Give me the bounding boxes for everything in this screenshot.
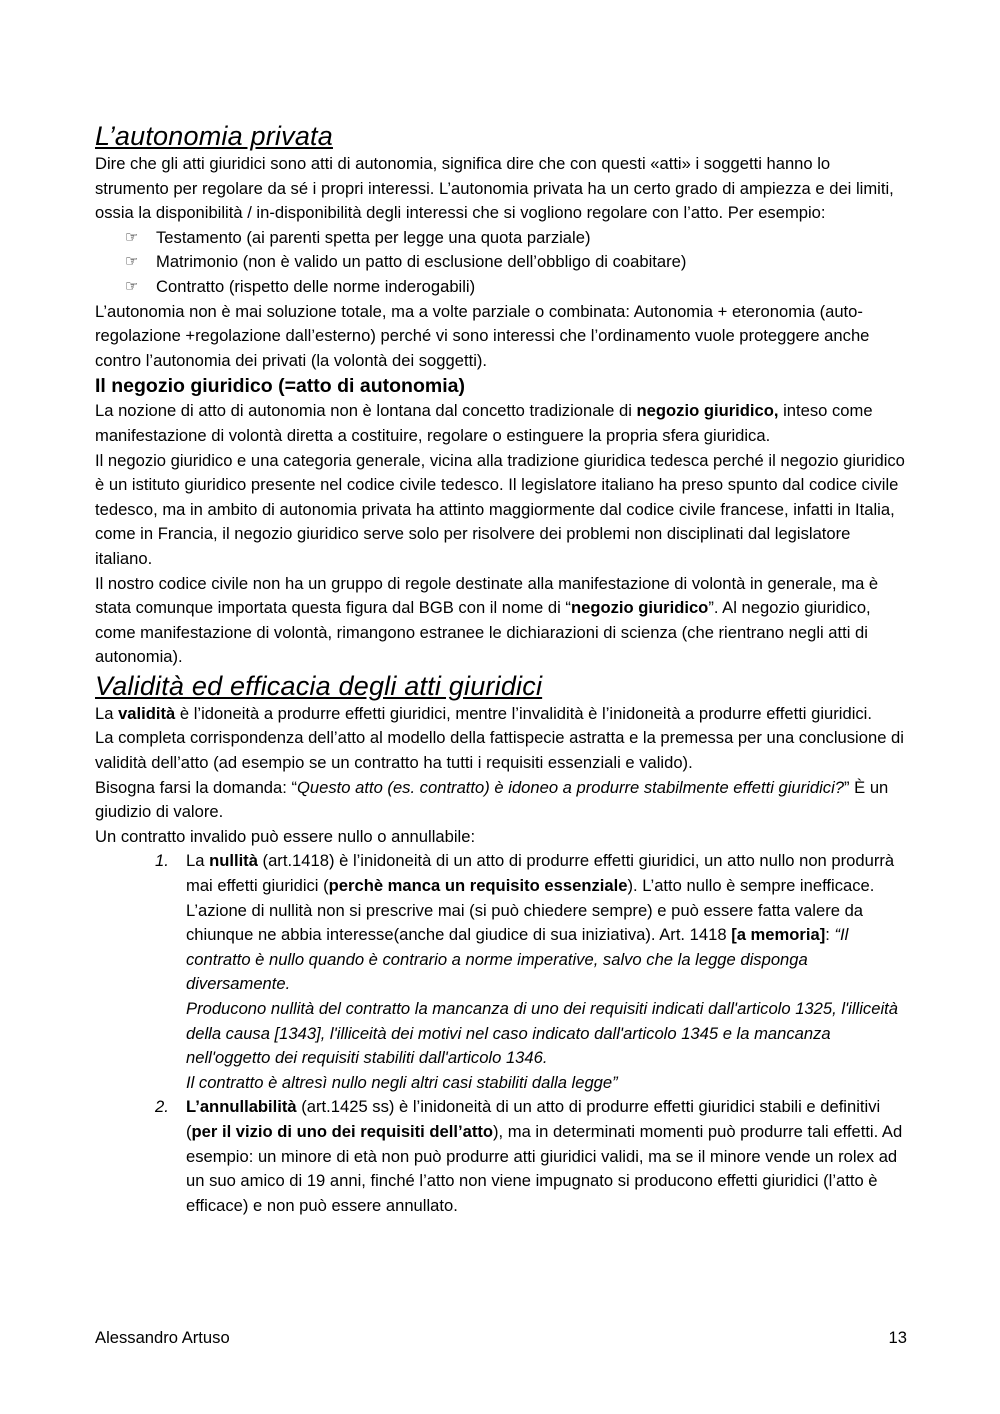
page-footer <box>95 1328 907 1348</box>
paragraph-validita-1: La validità è l’idoneità a produrre effetti giuridici, mentre l’invalidità è l’inidoneità a produrre effetti giuridici. <box>95 703 872 723</box>
paragraph-negozio-3: Il nostro codice civile non ha un gruppo di regole destinate alla manifestazione di volontà in generale, ma è stata comunque importata questa figura dal BGB con il nome di “negozio giuridico”. Al negozio giuridico, come manifestazione di volontà, rimangono estranee le dichiarazioni di scienza (che rientrano negli atti di autonomia). <box>95 573 879 667</box>
footer-page-number: 13 <box>888 1328 907 1347</box>
page-content <box>95 120 907 1218</box>
list-item: ☞ Testamento (ai parenti spetta per legge una quota parziale) <box>125 226 907 251</box>
paragraph-validita-4: Un contratto invalido può essere nullo o annullabile: <box>95 826 476 846</box>
paragraph-autonomia-intro: Dire che gli atti giuridici sono atti di autonomia, significa dire che con questi «atti» i soggetti hanno lo strumento per regolare da sé i propri interessi. L’autonomia privata ha un certo grado di ampiezza e dei limiti, ossia la disponibilità / in-disponibilità degli interessi che si vogliono regolare con l’atto. Per esempio: <box>95 154 894 223</box>
pointing-hand-icon: ☞ <box>125 277 139 295</box>
examples-list <box>95 226 907 300</box>
heading-negozio-giuridico: Il negozio giuridico (=atto di autonomia) <box>95 375 465 398</box>
list-item-annullabilita: 2. L’annullabilità (art.1425 ss) è l’inidoneità di un atto di produrre effetti giuridici stabili e definitivi (per il vizio di uno dei requisiti dell’atto), ma in determinati momenti può produrre tali effetti. Ad esempio: un minore di età non può produrre atti giuridici validi, ma se il minore vende un rolex ad un suo amico di 19 anni, finché l’atto non viene impugnato si producono effetti giuridici (l’atto è efficace) e non può essere annullato. <box>155 1097 903 1215</box>
invalidity-list <box>95 849 907 1218</box>
list-item: ☞ Contratto (rispetto delle norme inderogabili) <box>125 275 907 300</box>
list-item: ☞ Matrimonio (non è valido un patto di esclusione dell’obbligo di coabitare) <box>125 250 907 275</box>
paragraph-negozio-2: Il negozio giuridico e una categoria generale, vicina alla tradizione giuridica tedesca perché il negozio giuridico è un istituto giuridico presente nel codice civile tedesco. Il legislatore italiano ha preso spunto dal codice civile tedesco, ma in ambito di autonomia privata ha attinto maggiormente dal codice civile francese, infatti in Italia, come in Francia, il negozio giuridico serve solo per risolvere dei problemi non disciplinati dal legislatore italiano. <box>95 450 905 568</box>
heading-validita-efficacia: Validità ed efficacia degli atti giuridici <box>95 670 543 701</box>
heading-autonomia-privata: L’autonomia privata <box>95 121 333 151</box>
paragraph-validita-3: Bisogna farsi la domanda: “Questo atto (es. contratto) è idoneo a produrre stabilmente effetti giuridici?” È un giudizio di valore. <box>95 777 889 822</box>
pointing-hand-icon: ☞ <box>125 253 139 271</box>
paragraph-negozio-1: La nozione di atto di autonomia non è lontana dal concetto tradizionale di negozio giuridico, inteso come manifestazione di volontà diretta a costituire, regolare o estinguere la propria sfera giuridica. <box>95 401 873 445</box>
pointing-hand-icon: ☞ <box>125 228 139 246</box>
list-item-nullita: 1. La nullità (art.1418) è l’inidoneità di un atto di produrre effetti giuridici, un atto nullo non produrrà mai effetti giuridici (perchè manca un requisito essenziale). L’atto nullo è sempre inefficace. L’azione di nullità non si prescrive mai (si può chiedere sempre) e può essere fatta valere da chiunque ne abbia interesse(anche dal giudice di sua iniziativa). Art. 1418 [a memoria]: “Il contratto è nullo quando è contrario a norme imperative, salvo che la legge disponga diversamente. Producono nullità del contratto la mancanza di uno dei requisiti indicati dall'articolo 1325, l'illiceità della causa [1343], l'illiceità dei motivi nel caso indicato dall'articolo 1345 e la mancanza nell'oggetto dei requisiti stabiliti dall'articolo 1346. Il contratto è altresì nullo negli altri casi stabiliti dalla legge” <box>155 851 898 1092</box>
footer-author: Alessandro Artuso <box>95 1328 230 1347</box>
paragraph-autonomia-after: L’autonomia non è mai soluzione totale, ma a volte parziale o combinata: Autonomia + eteronomia (auto-regolazione +regolazione dall’esterno) perché vi sono interessi che l’ordinamento vuole proteggere anche contro l’autonomia dei privati (la volontà dei soggetti). <box>95 301 870 370</box>
paragraph-validita-2: La completa corrispondenza dell’atto al modello della fattispecie astratta e la premessa per una conclusione di validità dell’atto (ad esempio se un contratto ha tutti i requisiti essenziali e valido). <box>95 728 904 773</box>
